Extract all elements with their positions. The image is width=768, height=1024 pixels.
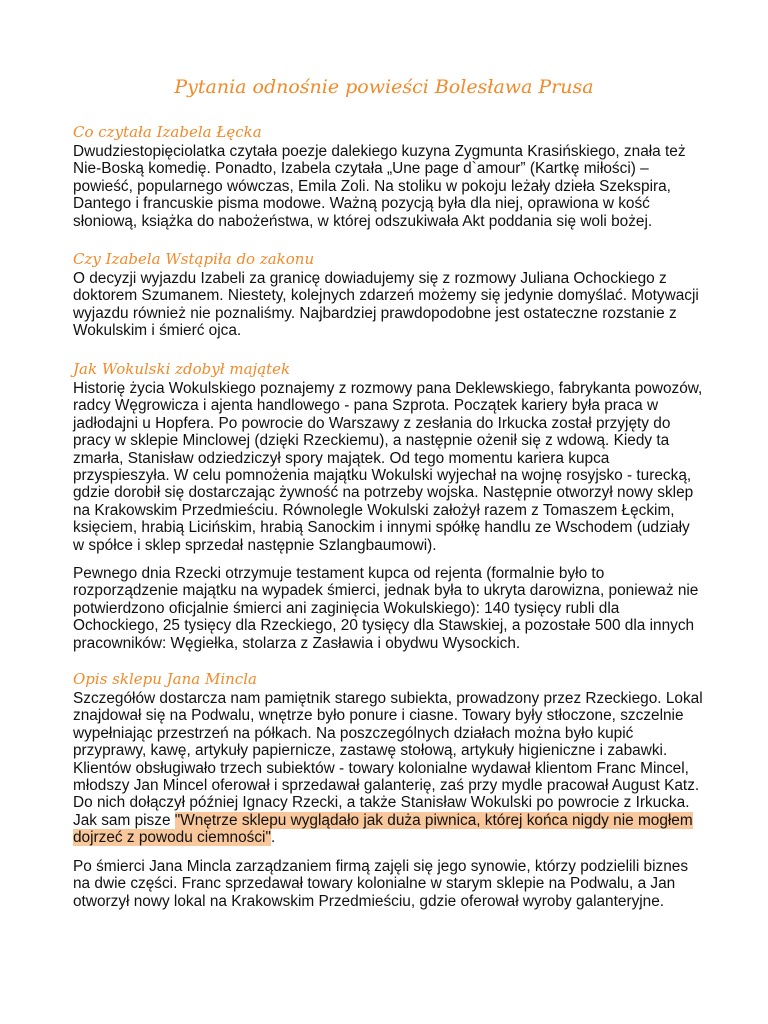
paragraph-majatek-1: Historię życia Wokulskiego poznajemy z rozmowy pana Deklewskiego, fabrykanta powozów, radcy Węgrowicza i ajenta handlowego - pana Szprota. Początek kariery była praca w jadłodajni u Hopfera. Po powrocie do Warszawy z zesłania do Irkucka został przyjęty do pracy w sklepie Minclowej (dzięki Rzeckiemu), a następnie ożenił się z wdową. Kiedy ta zmarła, Stanisław odziedziczył spory majątek. Od tego momentu kariera kupca przyspieszyła. W celu pomnożenia majątku Wokulski wyjechał na wojnę rosyjsko - turecką, gdzie dorobił się dostarczając żywność na potrzeby wojska. Następnie otworzył nowy sklep na Krakowskim Przedmieściu. Równolegle Wokulski założył razem z Tomaszem Łęckim, księciem, hrabią Licińskim, hrabią Sanockim i innymi spółkę handlu ze Wschodem (udziały w spółce i sklep sprzedał następnie Szlangbaumowi). <box>73 380 703 554</box>
section-heading-sklep: Opis sklepu Jana Mincla <box>73 670 257 688</box>
section-heading-majatek: Jak Wokulski zdobył majątek <box>73 360 291 378</box>
paragraph-sklep-1-text: Szczegółów dostarcza nam pamiętnik starego subiekta, prowadzony przez Rzeckiego. Lokal znajdował się na Podwalu, wnętrze było ponure i ciasne. Towary były stłoczone, szczelnie wypełniając przestrzeń na półkach. Na poszczególnych działach można było kupić przyprawy, kawę, artykuły papiernicze, zastawę stołową, artykuły higieniczne i zabawki. Klientów obsługiwało trzech subiektów - towary kolonialne wydawał klientom Franc Mincel, młodszy Jan Mincel oferował i sprzedawał galanterię, zaś przy mydle pracował August Katz. Do nich dołączył później Ignacy Rzecki, a także Stanisław Wokulski po powrocie z Irkucka. Jak sam pisze <box>73 690 703 829</box>
document-title: Pytania odnośnie powieści Bolesława Prusa <box>174 76 594 98</box>
paragraph-majatek-2: Pewnego dnia Rzecki otrzymuje testament kupca od rejenta (formalnie było to rozporządzenie majątku na wypadek śmierci, jednak była to ukryta darowizna, ponieważ nie potwierdzono oficjalnie śmierci ani zaginięcia Wokulskiego): 140 tysięcy rubli dla Ochockiego, 25 tysięcy dla Rzeckiego, 20 tysięcy dla Stawskiej, a pozostałe 500 dla innych pracowników: Węgiełka, stolarza z Zasławia i obydwu Wysockich. <box>73 565 699 652</box>
paragraph-co-czytala: Dwudziestopięciolatka czytała poezje dalekiego kuzyna Zygmunta Krasińskiego, znała też Nie-Boską komedię. Ponadto, Izabela czytała „Une page d`amour” (Kartkę miłości) – powieść, popularnego wówczas, Emila Zoli. Na stoliku w pokoju leżały dzieła Szekspira, Dantego i francuskie pisma modowe. Ważną pozycją była dla niej, oprawiona w kość słoniową, książka do nabożeństwa, w której odszukiwała Akt poddania się woli bożej. <box>73 143 686 230</box>
section-heading-zakon: Czy Izabela Wstąpiła do zakonu <box>73 250 315 268</box>
paragraph-sklep-2: Po śmierci Jana Mincla zarządzaniem firmą zajęli się jego synowie, którzy podzielili biznes na dwie części. Franc sprzedawał towary kolonialne w starym sklepie na Podwalu, a Jan otworzył nowy lokal na Krakowskim Przedmieściu, gdzie oferował wyroby galanteryjne. <box>73 858 689 910</box>
highlighted-quote: "Wnętrze sklepu wyglądało jak duża piwnica, której końca nigdy nie mogłem dojrzeć z powodu ciemności" <box>73 811 693 847</box>
paragraph-sklep-1 <box>73 690 703 847</box>
paragraph-zakon: O decyzji wyjazdu Izabeli za granicę dowiadujemy się z rozmowy Juliana Ochockiego z doktorem Szumanem. Niestety, kolejnych zdarzeń możemy się jedynie domyślać. Motywacji wyjazdu również nie poznaliśmy. Najbardziej prawdopodobne jest ostateczne rozstanie z Wokulskim i śmierć ojca. <box>73 270 699 340</box>
section-heading-co-czytala: Co czytała Izabela Łęcka <box>73 123 262 141</box>
quote-end: . <box>270 829 276 847</box>
